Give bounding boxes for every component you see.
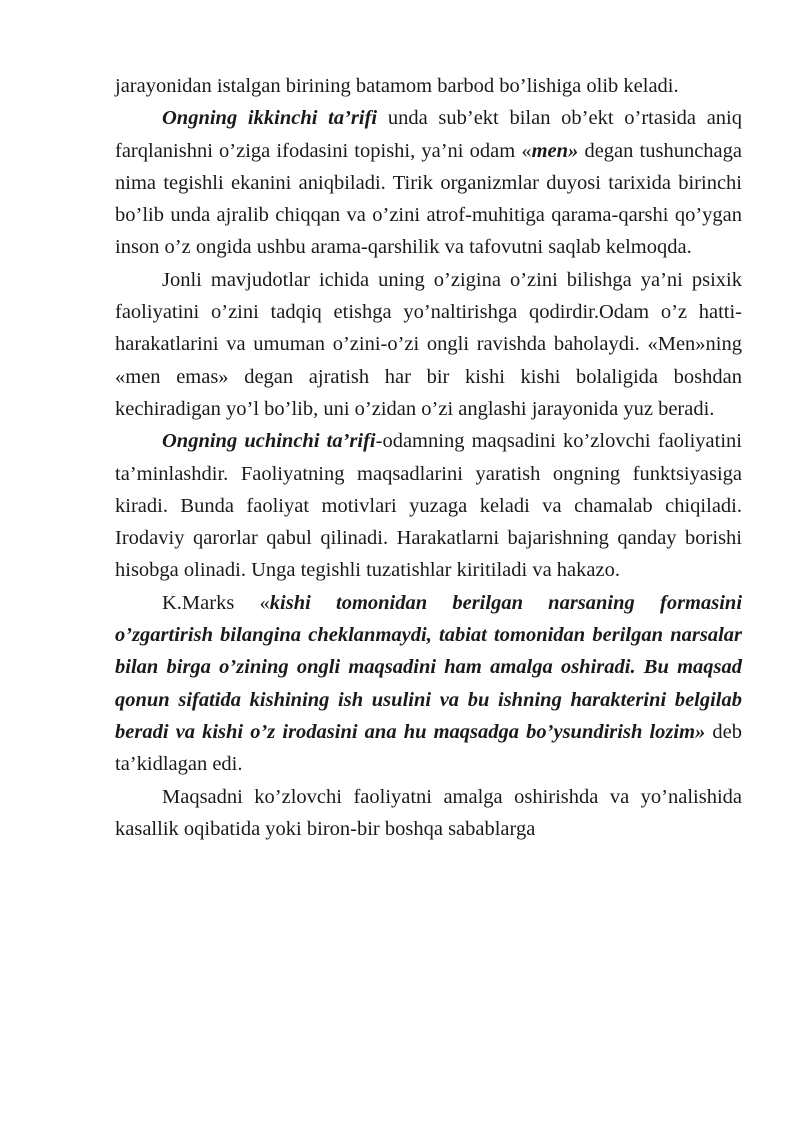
paragraph-3-text: Jonli mavjudotlar ichida uning o’zigina o’zini bilishga ya’ni psixik faoliyatini o’zini tadqiq etishga yo’naltirishga qodirdir.Odam o’z hatti-harakatlarini va umuman o’zini-o’zi ongli ravishda baholaydi. «Men»ning «men emas» degan ajratish har bir kishi kishi bolaligida boshdan kechiradigan yo’l bo’lib, uni o’zidan o’zi anglashi jarayonida yuz beradi. xyxy=(115,268,742,420)
document-page xyxy=(115,70,742,845)
marks-tail: deb ta’kidlagan edi. xyxy=(115,720,742,776)
definition-2-term: Ongning ikkinchi ta’rifi xyxy=(162,107,378,130)
marks-quote: kishi tomonidan berilgan narsaning formasini o’zgartirish bilangina cheklanmaydi, tabiat tomonidan berilgan narsalar bilan birga o’zining ongli maqsadini ham amalga oshiradi. Bu maqsad qonun sifatida kishining ish usulini va bu ishning harakterini belgilab beradi va kishi o’z irodasini ana hu maqsadga bo’ysundirish lozim» xyxy=(115,591,743,743)
paragraph-4 xyxy=(115,425,742,586)
paragraph-6 xyxy=(115,781,742,846)
paragraph-2-text-b: degan tushunchaga nima tegishli ekanini aniqbiladi. Tirik organizmlar duyosi tarixida birinchi bo’lib unda ajralib chiqqan va o’zini atrof-muhitiga qarama-qarshi qo’ygan inson o’z ongida ushbu arama-qarshilik va tafovutni saqlab kelmoqda. xyxy=(115,139,742,259)
paragraph-4-text: -odamning maqsadini ko’zlovchi faoliyatini ta’minlashdir. Faoliyatning maqsadlarini yaratish ongning funktsiyasiga kiradi. Bunda faoliyat motivlari yuzaga keladi va chamalab chiqiladi. Irodaviy qarorlar qabul qilinadi. Harakatlarni bajarishning qanday borishi hisobga olinadi. Unga tegishli tuzatishlar kiritiladi va hakazo. xyxy=(115,430,742,582)
definition-3-term: Ongning uchinchi ta’rifi xyxy=(162,430,376,453)
paragraph-3 xyxy=(115,264,742,425)
paragraph-2 xyxy=(115,102,742,263)
men-term: men» xyxy=(531,139,579,162)
quote-open: « xyxy=(521,139,532,162)
paragraph-6-text: Maqsadni ko’zlovchi faoliyatni amalga oshirishda va yo’nalishida kasallik oqibatida yoki biron-bir boshqa sabablarga xyxy=(115,785,742,840)
paragraph-1-text: jarayonidan istalgan birining batamom barbod bo’lishiga olib keladi. xyxy=(115,75,679,97)
paragraph-2-text-a: unda sub’ekt bilan ob’ekt o’rtasida aniq farqlanishni o’ziga ifodasini topishi, ya’ni odam xyxy=(115,107,742,162)
marks-lead: K.Marks « xyxy=(162,591,270,614)
paragraph-5 xyxy=(115,587,742,781)
paragraph-1 xyxy=(115,70,742,102)
